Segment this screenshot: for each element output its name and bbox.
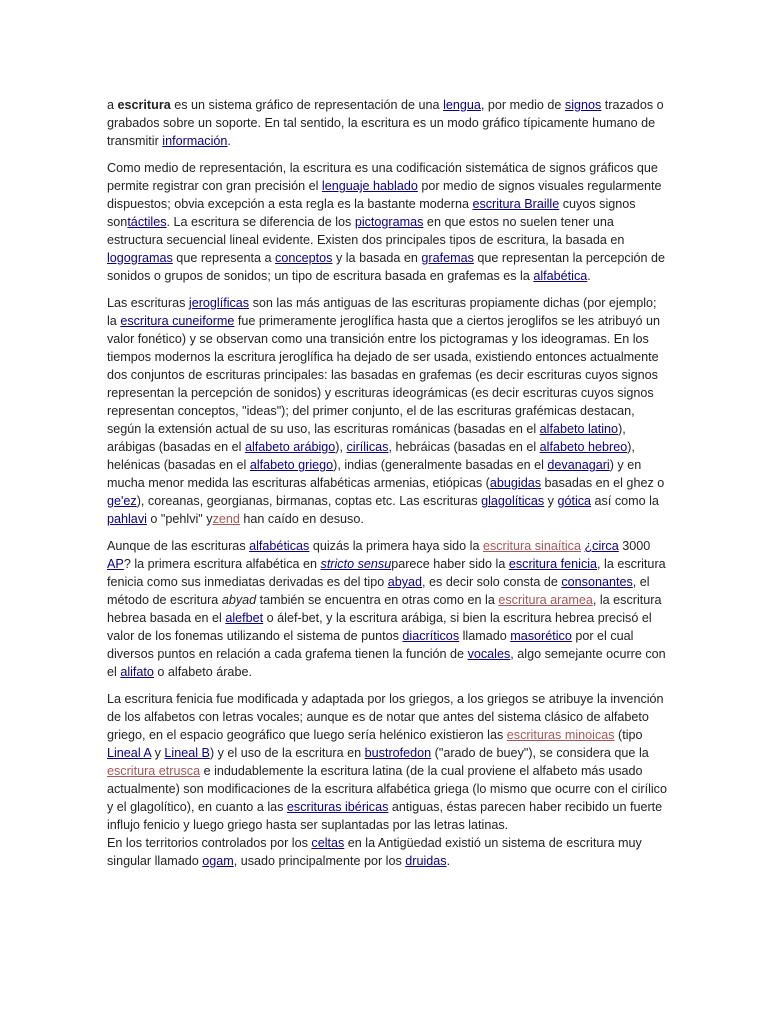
text-run: ), coreanas, georgianas, birmanas, coptas etc. Las escrituras — [136, 494, 482, 508]
text-run: . — [227, 134, 231, 148]
text-run: e indudablemente la escritura latina (de la cual proviene el alfabeto más usado actualmente) son modificaciones de la escritura alfabética griega (lo mismo que ocurre con el cirílico y el glagolítico), en cuanto a las — [107, 764, 667, 814]
article-link[interactable]: ogam — [202, 854, 234, 868]
text-run: . La escritura se diferencia de los — [166, 215, 355, 229]
text-run: han caído en desuso. — [239, 512, 364, 526]
text-run: , algo semejante ocurre con el — [107, 647, 666, 679]
article-link[interactable]: escritura etrusca — [107, 764, 201, 778]
article-link[interactable]: consonantes — [561, 575, 633, 589]
article-link[interactable]: glagolíticas — [481, 494, 545, 508]
text-run: son las más antiguas de las escrituras propiamente dichas (por ejemplo; la — [107, 296, 657, 328]
text-run: En los territorios controlados por los — [107, 836, 312, 850]
text-run: , la escritura fenicia como sus inmediatas derivadas es del tipo — [107, 557, 666, 589]
article-link[interactable]: celtas — [311, 836, 345, 850]
text-run: llamado — [459, 629, 511, 643]
article-link[interactable]: zend — [212, 512, 240, 526]
paragraph — [107, 159, 667, 285]
article-link[interactable]: alfabeto arábigo — [244, 440, 336, 454]
article-link[interactable]: Lineal B — [164, 746, 210, 760]
text-run: ) y en mucha menor medida las escrituras alfabéticas armenias, etiópicas ( — [107, 458, 642, 490]
article-link[interactable]: escrituras ibéricas — [286, 800, 389, 814]
article-link[interactable]: druidas — [405, 854, 447, 868]
article-link[interactable]: escritura aramea — [498, 593, 593, 607]
text-run: ("arado de buey"), se considera que la — [431, 746, 649, 760]
article-link[interactable]: lenguaje hablado — [321, 179, 418, 193]
text-run: trazados o grabados sobre un soporte. En tal sentido, la escritura es un modo gráfico típicamente humano de transmitir — [107, 98, 664, 148]
text-run: ), — [335, 440, 347, 454]
text-run: , es decir solo consta de — [422, 575, 562, 589]
text-run: y — [544, 494, 558, 508]
text-run: o alfabeto árabe. — [153, 665, 252, 679]
text-run: Como medio de representación, la escritura es una codificación sistemática de signos gráficos que permite registrar con gran precisión el — [107, 161, 658, 193]
term-italic: abyad — [221, 593, 257, 607]
article-link[interactable]: signos — [564, 98, 602, 112]
article-link[interactable]: diacríticos — [402, 629, 460, 643]
article-link[interactable]: alefbet — [225, 611, 264, 625]
article-link[interactable]: alfabeto hebreo — [539, 440, 628, 454]
article-link[interactable]: stricto sensu — [320, 557, 392, 571]
article-link[interactable]: lengua — [443, 98, 481, 112]
article-link[interactable]: abyad — [387, 575, 423, 589]
text-run: en la Antigüedad existió un sistema de escritura muy singular llamado — [107, 836, 642, 868]
text-run: a — [107, 98, 118, 112]
article-link[interactable]: devanagari — [547, 458, 610, 472]
paragraph — [107, 537, 667, 681]
article-link[interactable]: logogramas — [107, 251, 173, 265]
text-run: o álef-bet, y la escritura arábiga, si bien la escritura hebrea precisó el valor de los fonemas utilizando el sistema de puntos — [107, 611, 652, 643]
text-run: (tipo — [614, 728, 643, 742]
article-link[interactable]: escrituras minoicas — [506, 728, 615, 742]
article-link[interactable]: bustrofedon — [364, 746, 432, 760]
article-link[interactable]: Lineal A — [107, 746, 152, 760]
text-run: ) y el uso de la escritura en — [209, 746, 365, 760]
text-run: que representa a — [172, 251, 276, 265]
text-run: , el método de escritura — [107, 575, 650, 607]
article-link[interactable]: escritura fenicia — [508, 557, 598, 571]
article-link[interactable]: grafemas — [421, 251, 474, 265]
text-run: ), helénicas (basadas en el — [107, 440, 635, 472]
paragraph — [107, 96, 667, 150]
text-run: que representan la percepción de sonidos o grupos de sonidos; un tipo de escritura basada en grafemas es la — [107, 251, 666, 283]
text-run: Las escrituras — [107, 296, 189, 310]
article-link[interactable]: alfabética — [533, 269, 588, 283]
article-link[interactable]: abugidas — [489, 476, 542, 490]
text-run: , hebráicas (basadas en el — [388, 440, 540, 454]
text-run: por el cual diversos puntos en relación a cada grafema tienen la función de — [107, 629, 634, 661]
article-link[interactable]: cirílicas — [346, 440, 389, 454]
text-run: basadas en el ghez o — [541, 476, 665, 490]
text-run: . — [446, 854, 451, 868]
article-link[interactable]: ge'ez — [107, 494, 137, 508]
text-run: fue primeramente jeroglífica hasta que a ciertos jeroglifos se les atribuyó un valor fonético) y se observan como una transición entre los pictogramas y los ideogramas. En los tiempos modernos la escritura jeroglífica ha dejado de ser usada, existiendo entonces actualmente dos conjuntos de escrituras principales: las basadas en grafemas (es decir escrituras cuyos signos representan la percepción de sonidos) y escrituras ideográmicas (es decir escrituras cuyos signos representan conceptos, "ideas"); del primer conjunto, el de las escrituras grafémicas destacan, según la extensión actual de su uso, las escrituras románicas (basadas en el — [107, 314, 661, 436]
article-link[interactable]: ¿circa — [584, 539, 619, 553]
text-run: . — [587, 269, 591, 283]
article-link[interactable]: escritura cuneiforme — [120, 314, 235, 328]
article-link[interactable]: alfabéticas — [249, 539, 310, 553]
text-run: por medio de signos visuales regularmente dispuestos; obvia excepción a esta regla es la bastante moderna — [107, 179, 662, 211]
article-link[interactable]: información — [162, 134, 228, 148]
article-link[interactable]: alfabeto latino — [539, 422, 619, 436]
text-run: , la escritura hebrea basada en el — [107, 593, 662, 625]
paragraph — [107, 294, 667, 528]
article-link[interactable]: AP — [107, 557, 124, 571]
term-bold: escritura — [117, 98, 171, 112]
text-run: Aunque de las escrituras — [107, 539, 250, 553]
text-run: quizás la primera haya sido la — [309, 539, 483, 553]
article-link[interactable]: masorético — [510, 629, 572, 643]
text-run: , usado principalmente por los — [233, 854, 406, 868]
text-run: y la basada en — [332, 251, 422, 265]
article-link[interactable]: táctiles — [127, 215, 167, 229]
article-link[interactable]: jeroglíficas — [188, 296, 250, 310]
article-body — [107, 96, 667, 879]
article-link[interactable]: pahlavi — [107, 512, 147, 526]
text-run: también se encuentra en otras como en la — [256, 593, 499, 607]
text-run: , por medio de — [480, 98, 565, 112]
text-run: cuyos signos son — [107, 197, 636, 229]
article-link[interactable]: escritura sinaítica — [482, 539, 581, 553]
article-link[interactable]: alfabeto griego — [249, 458, 334, 472]
article-link[interactable]: alifato — [120, 665, 154, 679]
text-run: así como la — [591, 494, 659, 508]
text-run: y — [151, 746, 165, 760]
text-run: en que estos no suelen tener una estructura secuencial lineal evidente. Existen dos principales tipos de escritura, la basada en — [107, 215, 625, 247]
text-run: ), indias (generalmente basadas en el — [333, 458, 548, 472]
text-run: ), arábigas (basadas en el — [107, 422, 626, 454]
text-run: es un sistema gráfico de representación de una — [170, 98, 444, 112]
article-link[interactable]: conceptos — [275, 251, 333, 265]
article-link[interactable]: vocales — [467, 647, 511, 661]
text-run: o "pehlvi" y — [146, 512, 213, 526]
article-link[interactable]: gótica — [557, 494, 592, 508]
article-link[interactable]: escritura Braille — [472, 197, 560, 211]
text-run: La escritura fenicia fue modificada y adaptada por los griegos, a los griegos se atribuye la invención de los alfabetos con letras vocales; aunque es de notar que antes del sistema clásico de alfabeto griego, en el espacio geográfico que luego sería helénico existieron las — [107, 692, 664, 742]
article-link[interactable]: pictogramas — [354, 215, 424, 229]
text-run: antiguas, éstas parecen haber recibido un fuerte influjo fenicio y luego griego hasta ser suplantadas por las letras latinas. — [107, 800, 663, 832]
paragraph — [107, 690, 667, 870]
text-run: parece haber sido la — [391, 557, 509, 571]
text-run: ? la primera escritura alfabética en — [123, 557, 321, 571]
text-run: 3000 — [618, 539, 651, 553]
